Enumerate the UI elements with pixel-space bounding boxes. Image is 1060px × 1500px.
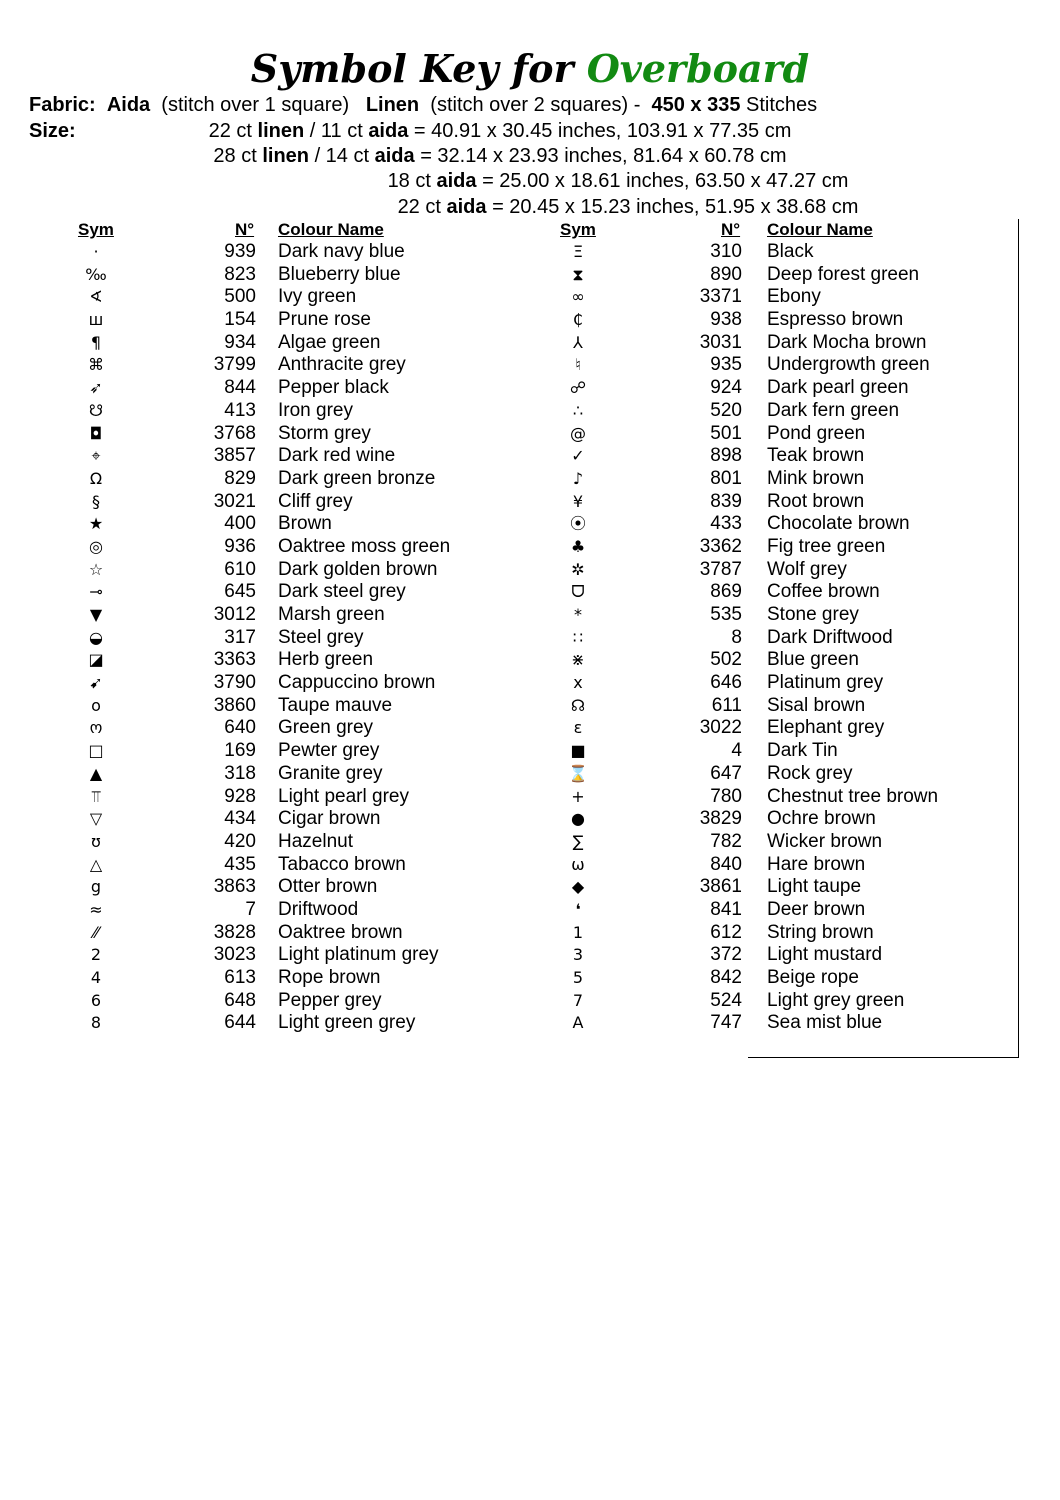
symbol-cell: ▼: [89, 605, 103, 624]
colour-name-cell: String brown: [767, 921, 874, 943]
colour-name-cell: Root brown: [767, 490, 865, 512]
size-count: 28 ct: [213, 145, 263, 167]
colour-name-cell: Driftwood: [278, 898, 359, 920]
colour-name-cell: Sea mist blue: [767, 1012, 883, 1034]
fabric-linen: Linen: [365, 94, 420, 116]
thread-number-cell: 4: [731, 740, 742, 762]
thread-number-cell: 842: [710, 967, 742, 988]
symbol-cell: ◘: [89, 423, 103, 443]
table-row: [0, 536, 1060, 559]
thread-number-cell: 435: [224, 853, 256, 875]
symbol-cell: ო: [89, 718, 103, 738]
thread-number-cell: 3787: [699, 558, 742, 580]
table-row: [0, 354, 1060, 377]
thread-number-cell: 801: [710, 467, 742, 489]
thread-number-cell: 3768: [213, 422, 256, 444]
colour-name-cell: Sisal brown: [767, 694, 866, 716]
thread-number-cell: 317: [224, 626, 256, 648]
colour-name-cell: Dark red wine: [278, 445, 396, 467]
colour-name-cell: Cappuccino brown: [278, 672, 436, 694]
symbol-cell: ⦿: [569, 514, 586, 534]
symbol-cell: ⅄: [573, 332, 583, 352]
thread-number-cell: 169: [224, 740, 256, 762]
symbol-cell: ◎: [89, 536, 103, 556]
colour-name-cell: Storm grey: [278, 422, 371, 444]
thread-number-cell: 3857: [213, 445, 256, 467]
colour-name-cell: Granite grey: [278, 762, 383, 784]
colour-name-cell: Oaktree brown: [278, 921, 403, 943]
thread-number-cell: 782: [710, 830, 742, 852]
symbol-cell: △: [89, 854, 103, 874]
symbol-cell: ♣: [570, 536, 586, 556]
symbol-key-table: [0, 241, 1060, 1035]
symbol-cell: ⧗: [572, 264, 584, 284]
thread-number-cell: 3021: [213, 490, 256, 512]
table-right-border: [1018, 219, 1019, 1057]
symbol-cell: 3: [572, 945, 584, 965]
thread-number-cell: 3790: [213, 672, 256, 694]
thread-number-cell: 644: [224, 1012, 256, 1034]
colour-name-cell: Blue green: [767, 649, 859, 671]
thread-number-cell: 938: [710, 309, 742, 331]
colour-name-cell: Hare brown: [767, 853, 866, 875]
symbol-cell: ω: [571, 854, 585, 874]
colour-name-cell: Beige rope: [767, 967, 859, 988]
title-pattern-name: Overboard: [586, 46, 810, 91]
colour-name-cell: Otter brown: [278, 876, 378, 898]
table-row: [0, 559, 1060, 582]
colour-name-cell: Wolf grey: [767, 558, 847, 580]
table-row: [0, 468, 1060, 491]
table-row: [0, 423, 1060, 446]
symbol-cell: ∷: [572, 627, 584, 647]
thread-number-cell: 939: [224, 241, 256, 262]
colour-name-cell: Wicker brown: [767, 830, 883, 852]
thread-number-cell: 924: [710, 377, 742, 399]
thread-number-cell: 318: [224, 762, 256, 784]
colour-name-cell: Dark Mocha brown: [767, 331, 927, 353]
colour-name-cell: Chocolate brown: [767, 513, 910, 535]
title-prefix: Symbol Key for: [250, 46, 587, 91]
fabric-aida-note: (stitch over 1 square): [161, 94, 350, 116]
table-row: [0, 831, 1060, 854]
thread-number-cell: 3031: [699, 331, 742, 353]
thread-number-cell: 520: [710, 399, 742, 421]
table-row: [0, 491, 1060, 514]
symbol-cell: 8: [90, 1013, 102, 1033]
table-row: [0, 309, 1060, 332]
symbol-cell: ¥: [572, 491, 584, 511]
size-fabric: linen: [257, 120, 305, 142]
thread-number-cell: 420: [224, 830, 256, 852]
size-dimensions: = 32.14 x 23.93 inches, 81.64 x 60.78 cm: [414, 145, 787, 167]
symbol-cell: ₵: [572, 310, 584, 330]
colour-name-cell: Hazelnut: [278, 830, 353, 852]
symbol-cell: 2: [90, 945, 102, 965]
thread-number-cell: 844: [224, 377, 256, 399]
colour-name-cell: Algae green: [278, 331, 381, 353]
colour-name-cell: Pepper black: [278, 377, 389, 399]
thread-number-cell: 400: [224, 513, 256, 535]
symbol-cell: ❛: [575, 899, 581, 919]
colour-name-cell: Rock grey: [767, 762, 853, 784]
thread-number-cell: 502: [710, 649, 742, 671]
size-dimensions: = 40.91 x 30.45 inches, 103.91 x 77.35 cm: [408, 120, 792, 142]
size-dimensions: = 20.45 x 15.23 inches, 51.95 x 38.68 cm: [486, 196, 859, 218]
symbol-cell: ♮: [575, 355, 581, 375]
thread-number-cell: 433: [710, 513, 742, 535]
thread-number-cell: 823: [224, 263, 256, 285]
fabric-label: Fabric:: [29, 94, 96, 116]
symbol-cell: 7: [572, 990, 584, 1010]
colour-name-cell: Pepper grey: [278, 989, 382, 1011]
symbol-cell: *: [574, 605, 582, 624]
table-row: [0, 876, 1060, 899]
header-num-left: N°: [235, 220, 255, 239]
symbol-cell: ◪: [88, 650, 104, 670]
colour-name-cell: Dark green bronze: [278, 467, 436, 489]
colour-name-cell: Ochre brown: [767, 808, 876, 830]
table-row: [0, 944, 1060, 967]
symbol-cell: ■: [570, 741, 586, 761]
symbol-cell: 4: [90, 968, 102, 987]
colour-name-cell: Light platinum grey: [278, 944, 439, 966]
colour-name-cell: Dark navy blue: [278, 241, 405, 262]
symbol-cell: ▽: [89, 809, 103, 829]
symbol-cell: ∴: [572, 400, 584, 420]
table-row: [0, 1012, 1060, 1035]
symbol-cell: ‰: [85, 264, 107, 284]
thread-number-cell: 3363: [213, 649, 256, 671]
header-name-right: Colour Name: [767, 220, 873, 239]
thread-number-cell: 898: [710, 445, 742, 467]
table-row: [0, 899, 1060, 922]
colour-name-cell: Light mustard: [767, 944, 883, 966]
colour-name-cell: Teak brown: [767, 445, 865, 467]
thread-number-cell: 613: [224, 967, 256, 988]
symbol-cell: ♪: [572, 468, 584, 488]
colour-name-cell: Pond green: [767, 422, 866, 444]
table-row: [0, 445, 1060, 468]
colour-name-cell: Dark Tin: [767, 740, 838, 762]
thread-number-cell: 928: [224, 785, 256, 807]
table-row: [0, 377, 1060, 400]
thread-number-cell: 310: [710, 241, 742, 262]
size-fabric: linen: [262, 145, 310, 167]
colour-name-cell: Chestnut tree brown: [767, 785, 939, 807]
size-fabric: aida: [436, 170, 477, 192]
size-count: 22 ct: [208, 120, 258, 142]
thread-number-cell: 645: [224, 581, 256, 603]
header-sym-right: Sym: [560, 220, 596, 239]
table-row: [0, 740, 1060, 763]
thread-number-cell: 3022: [699, 717, 742, 739]
symbol-cell: ⌘: [88, 355, 104, 375]
colour-name-cell: Dark pearl green: [767, 377, 909, 399]
table-row: [0, 786, 1060, 809]
colour-name-cell: Pewter grey: [278, 740, 380, 762]
symbol-cell: ●: [571, 809, 585, 829]
symbol-cell: ☊: [570, 695, 586, 715]
symbol-cell: ☋: [88, 400, 104, 420]
thread-number-cell: 3012: [213, 604, 256, 625]
thread-number-cell: 3371: [699, 286, 742, 308]
symbol-cell: ≈: [89, 899, 103, 919]
symbol-cell: ▲: [89, 763, 103, 783]
size-label: Size:: [29, 120, 76, 142]
thread-number-cell: 8: [731, 626, 742, 648]
symbol-cell: ᗜ: [571, 582, 585, 602]
colour-name-cell: Deep forest green: [767, 263, 920, 285]
thread-number-cell: 7: [245, 898, 256, 920]
colour-name-cell: Light grey green: [767, 989, 905, 1011]
symbol-cell: +: [571, 786, 585, 806]
colour-name-cell: Light green grey: [278, 1012, 416, 1034]
colour-name-cell: Cliff grey: [278, 490, 353, 512]
symbol-cell: 5: [572, 968, 584, 987]
table-bottom-border: [748, 1057, 1019, 1058]
symbol-cell: g: [90, 877, 102, 897]
symbol-cell: ш: [88, 310, 104, 330]
thread-number-cell: 3799: [213, 354, 256, 376]
symbol-cell: ⫪: [91, 786, 101, 806]
thread-number-cell: 434: [224, 808, 256, 830]
page-title: [0, 42, 1060, 96]
symbol-cell: x: [573, 673, 583, 693]
colour-name-cell: Ebony: [767, 286, 821, 308]
colour-name-cell: Undergrowth green: [767, 354, 930, 376]
size-fabric: aida: [374, 145, 415, 167]
symbol-cell: ✲: [571, 559, 585, 579]
symbol-cell: ε: [573, 718, 583, 738]
size-count: 22 ct: [397, 196, 447, 218]
symbol-cell: Ω: [89, 468, 103, 488]
thread-number-cell: 3829: [699, 808, 742, 830]
thread-number-cell: 839: [710, 490, 742, 512]
colour-name-cell: Stone grey: [767, 604, 859, 625]
symbol-cell: ☆: [88, 559, 104, 579]
thread-number-cell: 154: [224, 309, 256, 331]
thread-number-cell: 500: [224, 286, 256, 308]
symbol-cell: ◆: [571, 877, 585, 897]
size-line-4: [128, 194, 1060, 220]
thread-number-cell: 829: [224, 467, 256, 489]
thread-number-cell: 936: [224, 535, 256, 557]
symbol-cell: ⁄⁄: [93, 922, 99, 942]
table-row: [0, 581, 1060, 604]
thread-number-cell: 611: [711, 694, 742, 716]
table-row: [0, 286, 1060, 309]
colour-name-cell: Dark steel grey: [278, 581, 406, 603]
size-line-2: [0, 143, 1000, 169]
colour-name-cell: Anthracite grey: [278, 354, 406, 376]
stitch-suffix: Stitches: [746, 94, 818, 116]
thread-number-cell: 869: [710, 581, 742, 603]
thread-number-cell: 524: [710, 989, 742, 1011]
symbol-cell: ⌛: [568, 763, 588, 783]
thread-number-cell: 640: [224, 717, 256, 739]
symbol-cell: ¶: [90, 332, 102, 352]
colour-name-cell: Marsh green: [278, 604, 385, 625]
symbol-cell: 1: [572, 922, 584, 942]
colour-name-cell: Espresso brown: [767, 309, 904, 331]
thread-number-cell: 610: [224, 558, 256, 580]
size-fabric: aida: [446, 196, 487, 218]
symbol-cell: ⊸: [89, 582, 103, 602]
thread-number-cell: 890: [710, 263, 742, 285]
colour-name-cell: Green grey: [278, 717, 374, 739]
thread-number-cell: 535: [710, 604, 742, 625]
symbol-cell: ∞: [571, 287, 585, 307]
thread-number-cell: 612: [710, 921, 742, 943]
colour-name-cell: Coffee brown: [767, 581, 880, 603]
colour-name-cell: Oaktree moss green: [278, 535, 451, 557]
table-row: [0, 808, 1060, 831]
symbol-cell: ➹: [89, 673, 103, 693]
colour-name-cell: Herb green: [278, 649, 374, 671]
table-row: [0, 763, 1060, 786]
table-row: [0, 649, 1060, 672]
symbol-cell: ∢: [89, 287, 103, 307]
symbol-cell: ☍: [569, 378, 587, 398]
header-name-left: Colour Name: [278, 220, 384, 239]
thread-number-cell: 3362: [699, 535, 742, 557]
thread-number-cell: 501: [710, 422, 742, 444]
thread-number-cell: 935: [710, 354, 742, 376]
thread-number-cell: 413: [224, 399, 256, 421]
table-row: [0, 332, 1060, 355]
header-sym-left: Sym: [78, 220, 114, 239]
symbol-cell: ➶: [89, 378, 103, 398]
size-dimensions: = 25.00 x 18.61 inches, 63.50 x 47.27 cm: [476, 170, 849, 192]
thread-number-cell: 646: [710, 672, 742, 694]
thread-number-cell: 780: [710, 785, 742, 807]
thread-number-cell: 647: [710, 762, 742, 784]
table-row: [0, 400, 1060, 423]
table-row: [0, 604, 1060, 627]
colour-name-cell: Light taupe: [767, 876, 862, 898]
stitch-count: 450 x 335: [651, 94, 741, 116]
thread-number-cell: 841: [710, 898, 742, 920]
colour-name-cell: Taupe mauve: [278, 694, 393, 716]
colour-name-cell: Prune rose: [278, 309, 371, 331]
table-row: [0, 717, 1060, 740]
symbol-cell: ◒: [89, 627, 103, 647]
table-row: [0, 672, 1060, 695]
symbol-cell: ∑: [572, 831, 584, 851]
symbol-cell: ⋇: [571, 650, 585, 670]
size-count: / 14 ct: [309, 145, 375, 167]
size-count: 18 ct: [387, 170, 437, 192]
size-line-3: [118, 168, 1060, 194]
symbol-cell: ✓: [571, 446, 585, 466]
symbol-cell: ·: [93, 242, 99, 261]
table-row: [0, 627, 1060, 650]
fabric-linen-note: (stitch over 2 squares) -: [430, 94, 641, 116]
colour-name-cell: Ivy green: [278, 286, 357, 308]
symbol-cell: ʊ: [91, 831, 101, 851]
symbol-cell: ★: [88, 514, 104, 534]
symbol-cell: o: [91, 695, 101, 715]
colour-name-cell: Light pearl grey: [278, 785, 409, 807]
thread-number-cell: 840: [710, 853, 742, 875]
symbol-cell: Ξ: [572, 242, 584, 261]
header-num-right: N°: [721, 220, 741, 239]
table-row: [0, 922, 1060, 945]
symbol-cell: §: [92, 491, 100, 511]
table-row: [0, 264, 1060, 287]
thread-number-cell: 3863: [213, 876, 256, 898]
symbol-cell: □: [88, 741, 104, 761]
colour-name-cell: Cigar brown: [278, 808, 381, 830]
colour-name-cell: Deer brown: [767, 898, 866, 920]
symbol-cell: A: [572, 1013, 584, 1033]
thread-number-cell: 934: [224, 331, 256, 353]
fabric-line: [29, 91, 817, 119]
colour-name-cell: Tabacco brown: [278, 853, 406, 875]
thread-number-cell: 3828: [213, 921, 256, 943]
fabric-aida: Aida: [106, 94, 151, 116]
size-fabric: aida: [368, 120, 409, 142]
colour-name-cell: Iron grey: [278, 399, 353, 421]
size-count: / 11 ct: [304, 120, 369, 142]
table-row: [0, 990, 1060, 1013]
table-row: [0, 513, 1060, 536]
size-line-1: [0, 118, 1000, 144]
table-row: [0, 854, 1060, 877]
colour-name-cell: Dark fern green: [767, 399, 900, 421]
thread-number-cell: 747: [710, 1012, 742, 1034]
colour-name-cell: Platinum grey: [767, 672, 884, 694]
colour-name-cell: Mink brown: [767, 467, 865, 489]
table-row: [0, 695, 1060, 718]
thread-number-cell: 3860: [213, 694, 256, 716]
colour-name-cell: Blueberry blue: [278, 263, 401, 285]
colour-name-cell: Brown: [278, 513, 332, 535]
table-row: [0, 967, 1060, 990]
symbol-cell: ⌖: [91, 446, 101, 466]
colour-name-cell: Rope brown: [278, 967, 381, 988]
thread-number-cell: 372: [710, 944, 742, 966]
colour-name-cell: Dark golden brown: [278, 558, 438, 580]
colour-name-cell: Dark Driftwood: [767, 626, 893, 648]
colour-name-cell: Black: [767, 241, 814, 262]
thread-number-cell: 648: [224, 989, 256, 1011]
table-row: [0, 241, 1060, 264]
thread-number-cell: 3023: [213, 944, 256, 966]
colour-name-cell: Steel grey: [278, 626, 364, 648]
symbol-cell: @: [570, 423, 586, 443]
thread-number-cell: 3861: [699, 876, 742, 898]
colour-name-cell: Elephant grey: [767, 717, 885, 739]
symbol-cell: 6: [90, 990, 102, 1010]
colour-name-cell: Fig tree green: [767, 535, 886, 557]
